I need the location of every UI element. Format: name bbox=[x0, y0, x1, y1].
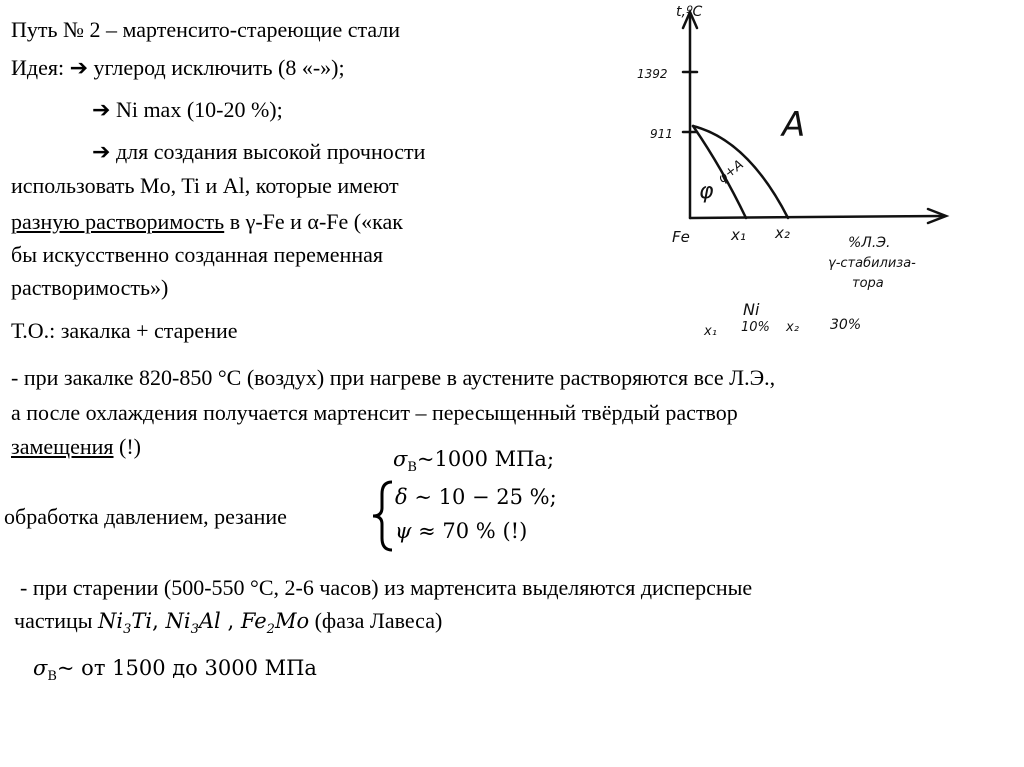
ni3ti-formula: $Ni_3Ti$ bbox=[98, 609, 153, 638]
idea-label: Идея: bbox=[11, 55, 70, 80]
x-axis bbox=[690, 216, 944, 218]
x-axis-label-2: γ-стабилиза- bbox=[828, 256, 916, 271]
processing-label: обработка давлением, резание bbox=[4, 504, 287, 529]
scale-10: 10% bbox=[741, 320, 770, 335]
phase-A-label: A bbox=[782, 105, 806, 145]
underlined-term: разную растворимость bbox=[11, 209, 225, 234]
aging-text: частицы bbox=[14, 608, 99, 633]
idea-line-7: растворимость») bbox=[11, 275, 169, 300]
idea-line-4: использовать Mo, Ti и Al, которые имеют bbox=[11, 173, 399, 198]
aged-strength-value: ~ от 1500 до 3000 МПа bbox=[56, 656, 317, 680]
quench-text-3: (!) bbox=[113, 434, 141, 459]
aging-line-1: - при старении (500-550 °С, 2-6 часов) из мартенсита выделяются дисперсные bbox=[20, 575, 753, 600]
subscript: В bbox=[407, 460, 417, 476]
phase-phiA-label: φ+A bbox=[715, 157, 747, 187]
ni3al-formula: $Ni_3Al$ bbox=[165, 609, 221, 638]
scale-x2: x₂ bbox=[786, 320, 799, 335]
origin-label: Fe bbox=[672, 228, 690, 246]
y-axis-label: t,ºC bbox=[676, 4, 703, 20]
reduction-value: ≈ 70 % (!) bbox=[411, 519, 528, 543]
tick-label-911: 911 bbox=[650, 127, 673, 141]
sigma-symbol: σ bbox=[33, 656, 48, 680]
arrow-icon: ➔ bbox=[92, 97, 111, 122]
quench-line-1: - при закалке 820-850 °С (воздух) при нагреве в аустените растворяются все Л.Э., bbox=[11, 365, 776, 390]
idea-text-2: Ni max (10-20 %); bbox=[115, 97, 283, 122]
x2-label: x₂ bbox=[775, 224, 790, 242]
x-axis-label-3: тора bbox=[852, 276, 884, 291]
x1-label: x₁ bbox=[731, 226, 746, 244]
idea-text-3: для создания высокой прочности bbox=[115, 139, 426, 164]
arrow-icon: ➔ bbox=[92, 139, 111, 164]
strength-value: ~1000 МПа; bbox=[416, 447, 555, 471]
tick-label-1392: 1392 bbox=[637, 67, 668, 81]
title-line: Путь № 2 – мартенсито-стареющие стали bbox=[11, 17, 401, 42]
idea-text-1: углерод исключить (8 «-»); bbox=[93, 55, 345, 80]
psi-symbol: ψ bbox=[395, 519, 412, 543]
elongation-value: ∼ 10 − 25 %; bbox=[407, 485, 557, 509]
idea-line-6: бы искусственно созданная переменная bbox=[11, 242, 383, 267]
quench-line-2: а после охлаждения получается мартенсит – пересыщенный твёрдый раствор bbox=[11, 400, 738, 425]
scale-30: 30% bbox=[830, 317, 862, 333]
idea-text-5: в γ-Fe и α-Fe («как bbox=[224, 209, 403, 234]
subscript: В bbox=[47, 669, 57, 685]
underlined-term: замещения bbox=[11, 434, 114, 459]
arrow-icon: ➔ bbox=[69, 55, 89, 80]
x-axis-label-1: %Л.Э. bbox=[848, 235, 891, 251]
separator: , bbox=[220, 609, 241, 633]
fe2mo-formula: $Fe_2Mo$ bbox=[240, 609, 310, 638]
sigma-symbol: σ bbox=[393, 447, 408, 471]
treatment-line: Т.О.: закалка + старение bbox=[11, 318, 238, 343]
separator: , bbox=[152, 609, 166, 633]
ni-label: Ni bbox=[743, 300, 760, 319]
laves-phase-text: (фаза Лавеса) bbox=[309, 608, 443, 633]
scale-x1: x₁ bbox=[704, 324, 717, 339]
delta-symbol: δ bbox=[395, 485, 408, 509]
phase-phi-label: φ bbox=[699, 179, 714, 204]
